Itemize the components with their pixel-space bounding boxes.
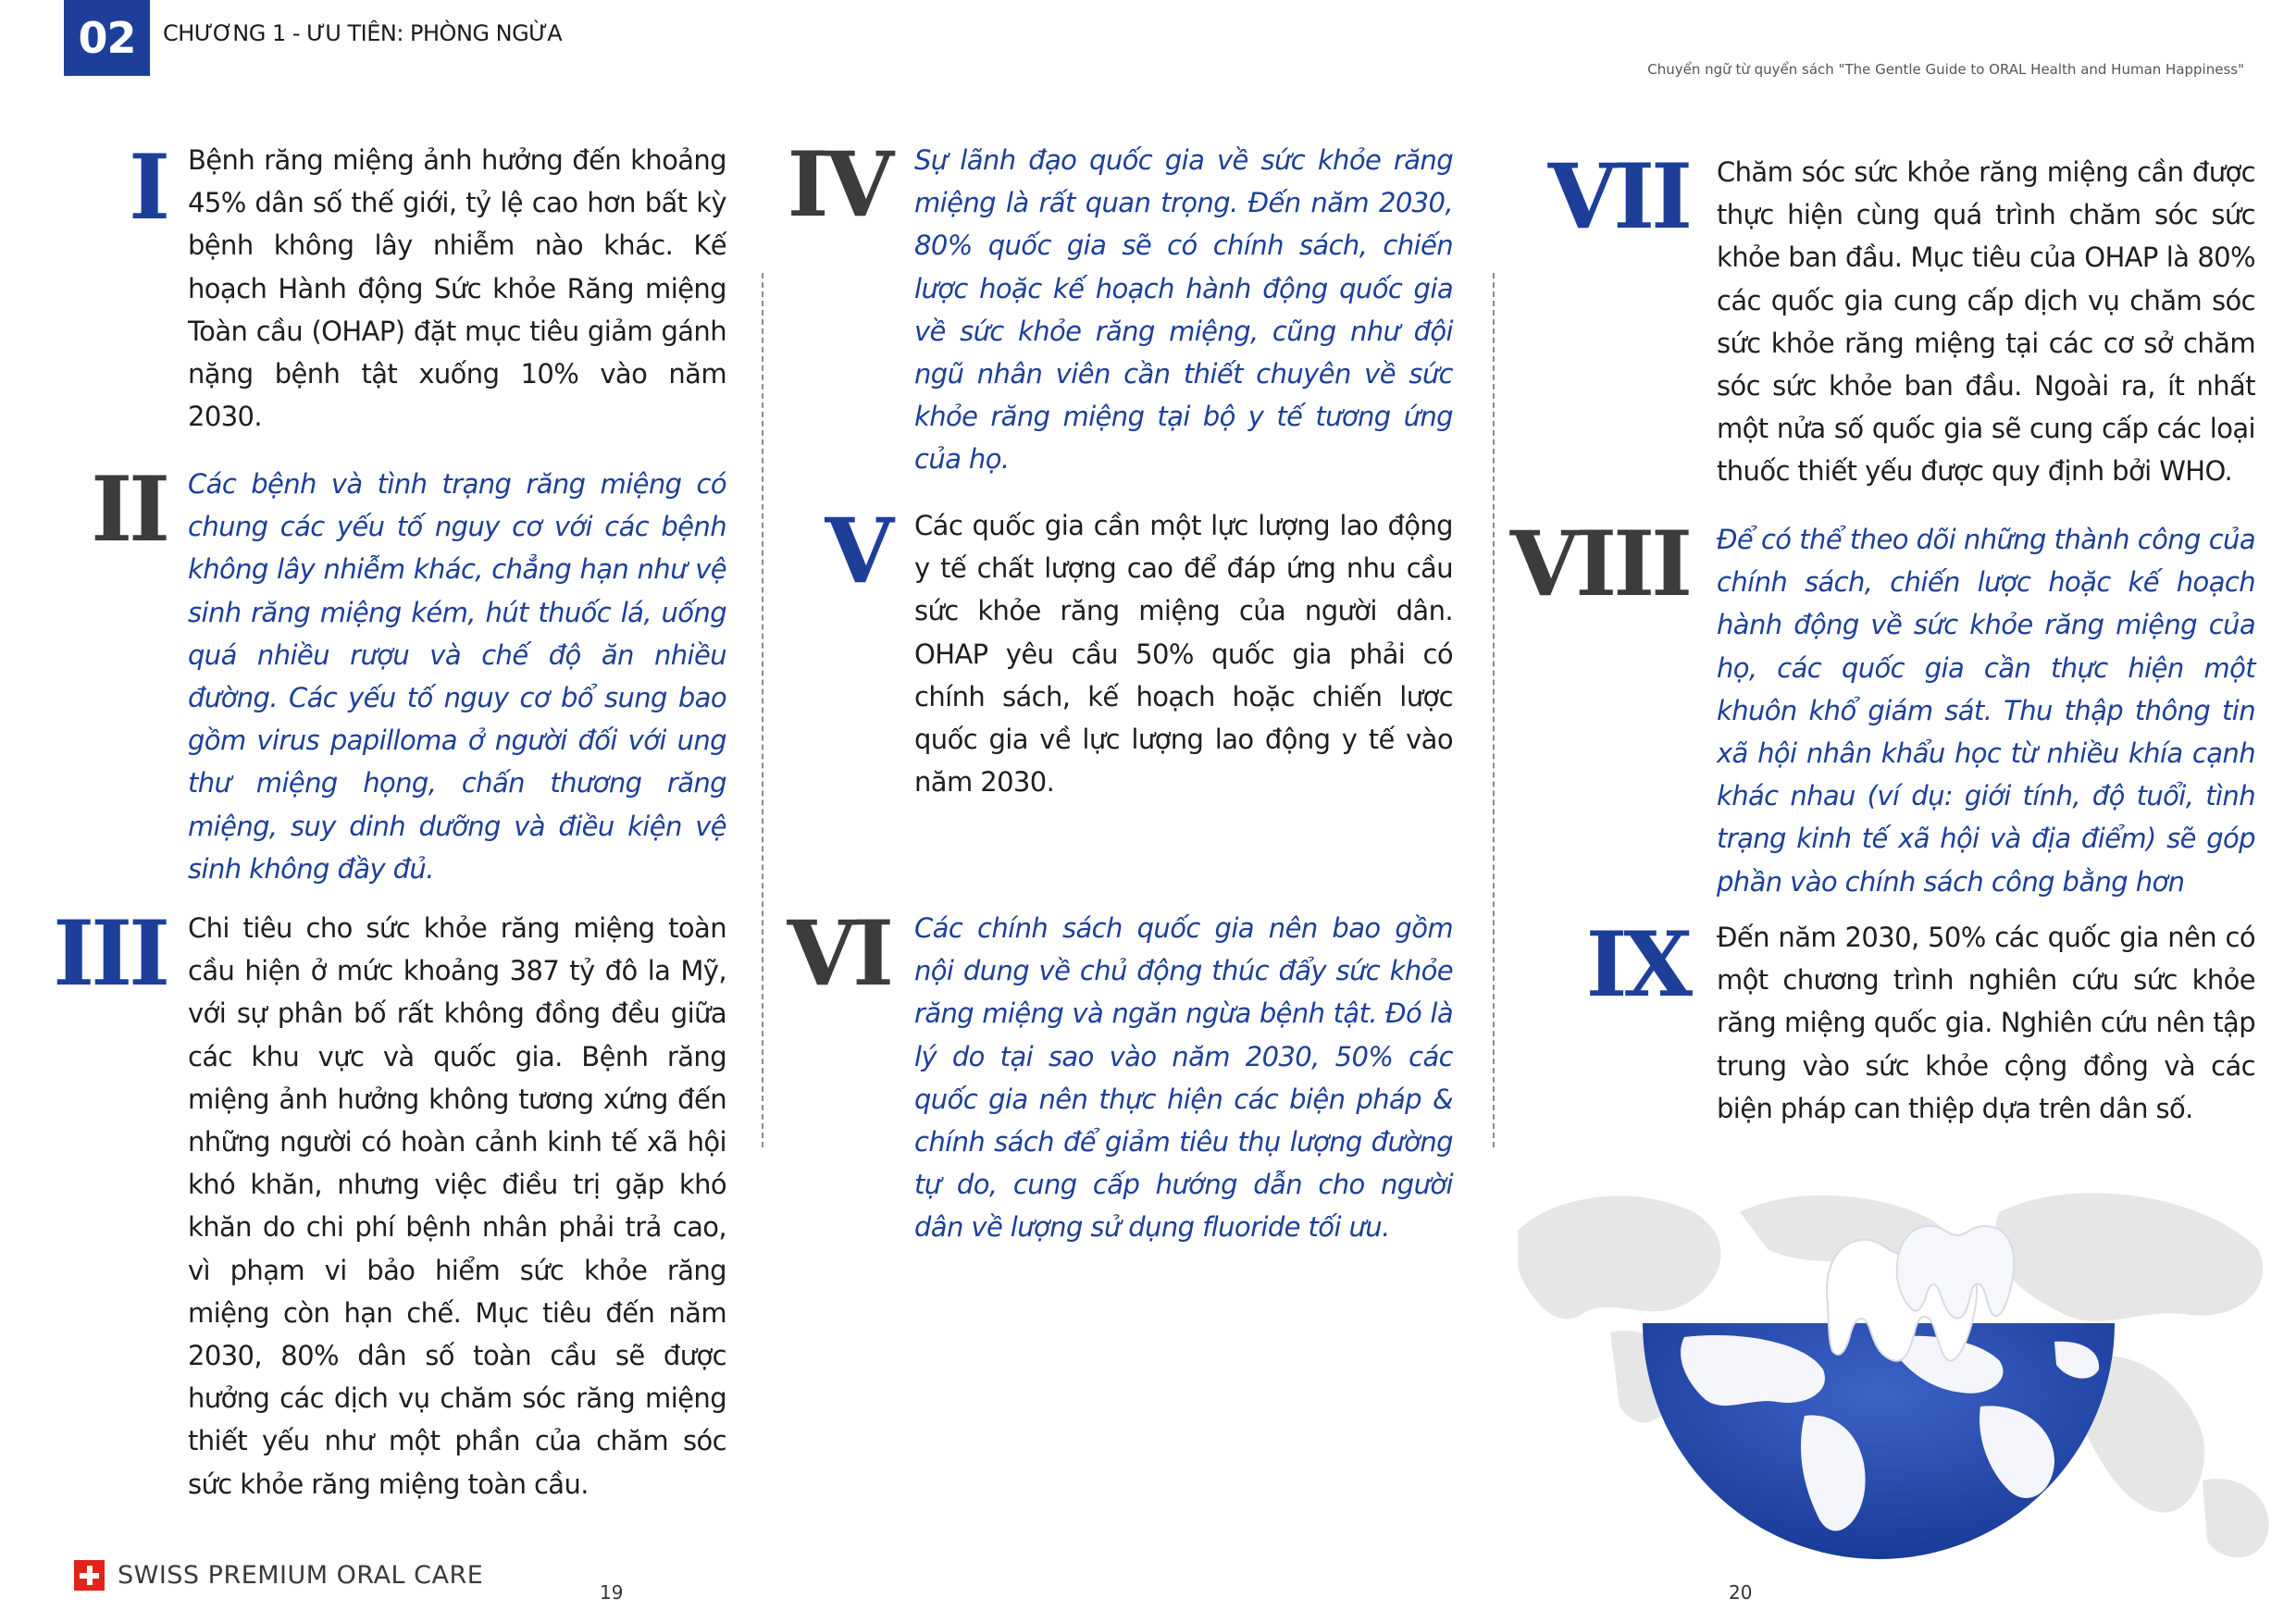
numeral-V: V xyxy=(825,499,890,603)
section-VI-text: Các chính sách quốc gia nên bao gồm nội dung về chủ động thúc đẩy sức khỏe răng miệng và ngăn ngừa bệnh tật. Đó là lý do tại sao vào năm 2030, 50% các quốc gia nên thực hiện các biện pháp & chính sách để giảm tiêu thụ lượng đường tự do, cung cấp hướng dẫn cho người dân về lượng sử dụng fluoride tối ưu. xyxy=(914,912,1453,1244)
section-VIII-text: Để có thể theo dõi những thành công của chính sách, chiến lược hoặc kế hoạch hành động về sức khỏe răng miệng của họ, các quốc gia cần thực hiện một khuôn khổ giám sát. Thu thập thông tin xã hội nhân khẩu học từ nhiều khía cạnh khác nhau (ví dụ: giới tính, độ tuổi, tình trạng kinh tế xã hội và địa điểm) sẽ góp phần vào chính sách công bằng hơn xyxy=(1717,524,2255,898)
numeral-IX: IX xyxy=(1585,912,1689,1017)
numeral-II: II xyxy=(91,457,167,562)
brand-name: SWISS PREMIUM ORAL CARE xyxy=(118,1561,484,1590)
numeral-VI: VI xyxy=(787,901,890,1006)
section-IV-text: Sự lãnh đạo quốc gia về sức khỏe răng miệng là rất quan trọng. Đến năm 2030, 80% quốc gia sẽ có chính sách, chiến lược hoặc kế hoạch hành động quốc gia về sức khỏe răng miệng, cũng như đội ngũ nhân viên cần thiết chuyên về sức khỏe răng miệng tại bộ y tế tương ứng của họ. xyxy=(914,144,1453,476)
numeral-I: I xyxy=(129,135,167,240)
section-II-text: Các bệnh và tình trạng răng miệng có chung các yếu tố nguy cơ với các bệnh không lây nhiễm khác, chẳng hạn như vệ sinh răng miệng kém, hút thuốc lá, uống quá nhiều rượu và chế độ ăn nhiều đường. Các yếu tố nguy cơ bổ sung bao gồm virus papilloma ở người đối với ung thư miệng họng, chấn thương răng miệng, suy dinh dưỡng và điều kiện vệ sinh không đầy đủ. xyxy=(188,468,726,885)
source-note: Chuyển ngữ từ quyển sách "The Gentle Guide to ORAL Health and Human Happiness" xyxy=(1647,61,2244,78)
section-I-text: Bệnh răng miệng ảnh hưởng đến khoảng 45% dân số thế giới, tỷ lệ cao hơn bất kỳ bệnh không lây nhiễm nào khác. Kế hoạch Hành động Sức khỏe Răng miệng Toàn cầu (OHAP) đặt mục tiêu giảm gánh nặng bệnh tật xuống 10% vào năm 2030. xyxy=(188,144,726,433)
column-divider-2 xyxy=(1493,273,1495,1147)
page-number-right: 20 xyxy=(1729,1581,1753,1604)
column-divider-1 xyxy=(762,273,763,1147)
page-number-left: 19 xyxy=(600,1581,624,1604)
section-V-text: Các quốc gia cần một lực lượng lao động y tế chất lượng cao để đáp ứng nhu cầu sức khỏe răng miệng của người dân. OHAP yêu cầu 50% quốc gia phải có chính sách, kế hoạch hoặc chiến lược quốc gia về lực lượng lao động y tế vào năm 2030. xyxy=(914,510,1453,799)
numeral-VII: VII xyxy=(1547,144,1689,249)
globe-teeth-illustration xyxy=(1499,1175,2286,1582)
footer-brand xyxy=(74,1560,483,1591)
numeral-III: III xyxy=(53,901,167,1006)
section-III-text: Chi tiêu cho sức khỏe răng miệng toàn cầu hiện ở mức khoảng 387 tỷ đô la Mỹ, với sự phân bố rất không đồng đều giữa các khu vực và quốc gia. Bệnh răng miệng ảnh hưởng không tương xứng đến những người có hoàn cảnh kinh tế xã hội khó khăn, nhưng việc điều trị gặp khó khăn do chi phí bệnh nhân phải trả cao, vì phạm vi bảo hiểm sức khỏe răng miệng còn hạn chế. Mục tiêu đến năm 2030, 80% dân số toàn cầu sẽ được hưởng các dịch vụ chăm sóc răng miệng thiết yếu như một phần của chăm sóc sức khỏe răng miệng toàn cầu. xyxy=(188,912,726,1500)
section-IX-text: Đến năm 2030, 50% các quốc gia nên có một chương trình nghiên cứu sức khỏe răng miệng quốc gia. Nghiên cứu nên tập trung vào sức khỏe cộng đồng và các biện pháp can thiệp dựa trên dân số. xyxy=(1717,922,2255,1124)
numeral-IV: IV xyxy=(787,132,890,237)
numeral-VIII: VIII xyxy=(1509,512,1689,616)
chapter-number-badge: 02 xyxy=(64,0,150,76)
chapter-title: CHƯƠNG 1 - ƯU TIÊN: PHÒNG NGỪA xyxy=(163,20,563,46)
section-VII-text: Chăm sóc sức khỏe răng miệng cần được thực hiện cùng quá trình chăm sóc sức khỏe ban đầu. Mục tiêu của OHAP là 80% các quốc gia cung cấp dịch vụ chăm sóc sức khỏe răng miệng tại các cơ sở chăm sóc sức khỏe ban đầu. Ngoài ra, ít nhất một nửa số quốc gia sẽ cung cấp các loại thuốc thiết yếu được quy định bởi WHO. xyxy=(1717,156,2255,488)
swiss-flag-icon xyxy=(74,1560,105,1591)
